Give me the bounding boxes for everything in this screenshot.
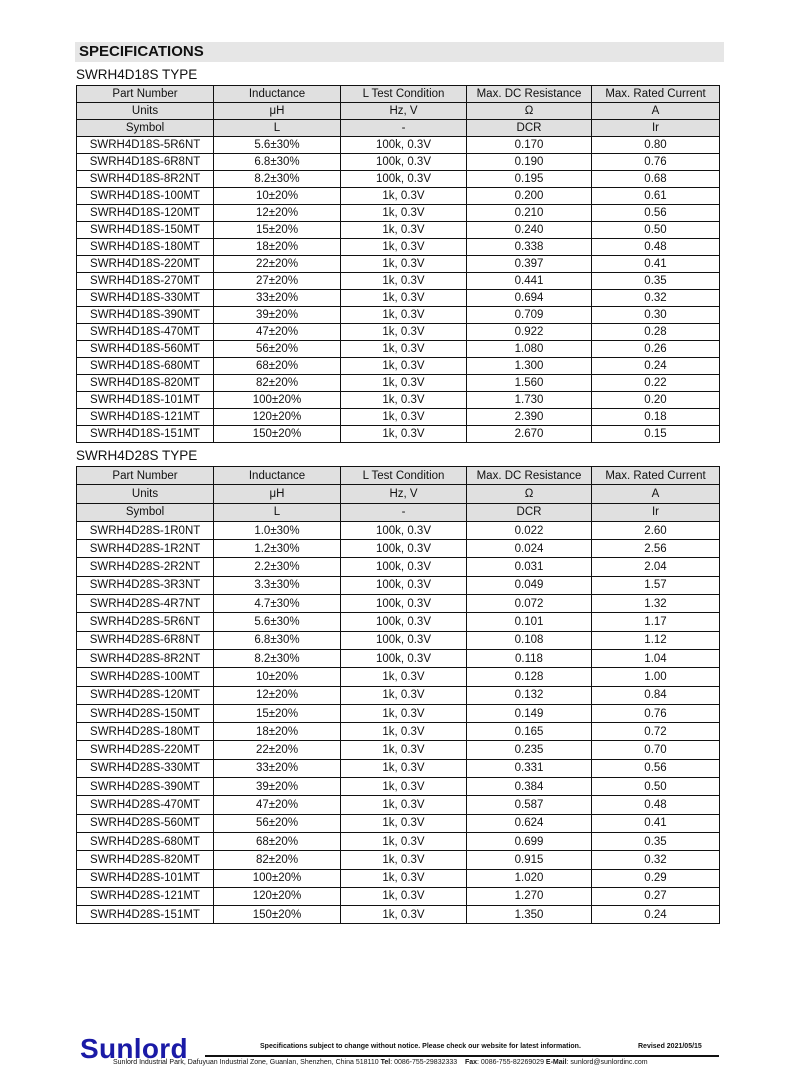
table-cell: 0.118 <box>467 649 592 667</box>
table-cell: L <box>214 120 341 137</box>
table-cell: 1.0±30% <box>214 521 341 539</box>
table-cell: 0.48 <box>592 796 720 814</box>
table-cell: 6.8±30% <box>214 631 341 649</box>
table-cell: 0.80 <box>592 137 720 154</box>
table-row <box>77 649 720 667</box>
table-cell: 0.61 <box>592 188 720 205</box>
table-cell: 0.694 <box>467 290 592 307</box>
table-cell: 1.300 <box>467 358 592 375</box>
footer-fax-label: Fax <box>464 1059 478 1066</box>
table-cell: SWRH4D18S-220MT <box>77 256 214 273</box>
table-cell: 1k, 0.3V <box>341 273 467 290</box>
table-cell: 1k, 0.3V <box>341 887 467 905</box>
table-cell: 1k, 0.3V <box>341 796 467 814</box>
table-cell: DCR <box>467 120 592 137</box>
table-cell: 1.350 <box>467 906 592 924</box>
table-cell: SWRH4D28S-220MT <box>77 741 214 759</box>
table-cell: SWRH4D28S-680MT <box>77 832 214 850</box>
table-cell: 68±20% <box>214 832 341 850</box>
table-cell: 1k, 0.3V <box>341 906 467 924</box>
table-cell: SWRH4D28S-560MT <box>77 814 214 832</box>
table-cell: Max. Rated Current <box>592 467 720 485</box>
table-cell: L <box>214 503 341 521</box>
page-title: SPECIFICATIONS <box>79 43 204 60</box>
table-cell: SWRH4D28S-151MT <box>77 906 214 924</box>
table-cell: SWRH4D18S-470MT <box>77 324 214 341</box>
table-row <box>77 154 720 171</box>
footer-notice: Specifications subject to change without notice. Please check our website for latest information. <box>260 1043 581 1050</box>
table-cell: 0.587 <box>467 796 592 814</box>
table-cell: 56±20% <box>214 814 341 832</box>
table-cell: 0.22 <box>592 375 720 392</box>
table-cell: 0.41 <box>592 814 720 832</box>
table-cell: 0.76 <box>592 154 720 171</box>
table-cell: 0.022 <box>467 521 592 539</box>
table-cell: 1.020 <box>467 869 592 887</box>
table-cell: 0.072 <box>467 595 592 613</box>
table-cell: 1.270 <box>467 887 592 905</box>
table-cell: SWRH4D18S-560MT <box>77 341 214 358</box>
table-cell: 18±20% <box>214 239 341 256</box>
table-cell: 100k, 0.3V <box>341 613 467 631</box>
table-cell: 1k, 0.3V <box>341 375 467 392</box>
table-cell: Symbol <box>77 503 214 521</box>
table-cell: 0.15 <box>592 426 720 443</box>
table-row <box>77 341 720 358</box>
table-cell: L Test Condition <box>341 467 467 485</box>
table-cell: 15±20% <box>214 222 341 239</box>
table-units-row <box>77 485 720 503</box>
table-cell: 100k, 0.3V <box>341 171 467 188</box>
table-cell: SWRH4D28S-1R2NT <box>77 540 214 558</box>
table-cell: SWRH4D28S-180MT <box>77 723 214 741</box>
table-cell: Max. Rated Current <box>592 86 720 103</box>
table-cell: SWRH4D18S-8R2NT <box>77 171 214 188</box>
table-cell: 1.12 <box>592 631 720 649</box>
table-cell: 150±20% <box>214 906 341 924</box>
table-cell: SWRH4D28S-8R2NT <box>77 649 214 667</box>
table-row <box>77 796 720 814</box>
table-row <box>77 906 720 924</box>
table-cell: 0.76 <box>592 704 720 722</box>
table-cell: 0.48 <box>592 239 720 256</box>
table-cell: SWRH4D18S-151MT <box>77 426 214 443</box>
table-cell: 82±20% <box>214 375 341 392</box>
footer-revised-date: Revised 2021/05/15 <box>638 1043 702 1050</box>
table-cell: 33±20% <box>214 290 341 307</box>
table-cell: 0.32 <box>592 851 720 869</box>
table-cell: SWRH4D28S-1R0NT <box>77 521 214 539</box>
table-cell: 33±20% <box>214 759 341 777</box>
table-cell: 1k, 0.3V <box>341 426 467 443</box>
table-cell: 0.049 <box>467 576 592 594</box>
table-cell: 0.56 <box>592 759 720 777</box>
table-cell: 1k, 0.3V <box>341 341 467 358</box>
table-cell: 8.2±30% <box>214 171 341 188</box>
table-cell: SWRH4D28S-470MT <box>77 796 214 814</box>
table-cell: 0.35 <box>592 832 720 850</box>
table-cell: 10±20% <box>214 188 341 205</box>
table-cell: 1k, 0.3V <box>341 723 467 741</box>
table-cell: 2.56 <box>592 540 720 558</box>
table-cell: 0.72 <box>592 723 720 741</box>
table-cell: 2.04 <box>592 558 720 576</box>
table-cell: 5.6±30% <box>214 613 341 631</box>
table-cell: 0.20 <box>592 392 720 409</box>
table-cell: 47±20% <box>214 324 341 341</box>
table-cell: 100k, 0.3V <box>341 558 467 576</box>
table-cell: Inductance <box>214 467 341 485</box>
table-cell: 1k, 0.3V <box>341 778 467 796</box>
table-cell: 1k, 0.3V <box>341 188 467 205</box>
table-cell: 120±20% <box>214 409 341 426</box>
sunlord-logo: Sunlord <box>80 1033 188 1064</box>
table-cell: 0.031 <box>467 558 592 576</box>
table-title-swrh4d18s: SWRH4D18S TYPE <box>76 67 198 82</box>
table-cell: 1k, 0.3V <box>341 256 467 273</box>
table-cell: 0.149 <box>467 704 592 722</box>
spec-table-swrh4d18s <box>76 85 720 443</box>
table-cell: 0.235 <box>467 741 592 759</box>
table-cell: 1k, 0.3V <box>341 851 467 869</box>
table-cell: SWRH4D28S-101MT <box>77 869 214 887</box>
table-cell: 12±20% <box>214 205 341 222</box>
table-cell: 100k, 0.3V <box>341 137 467 154</box>
table-cell: 0.024 <box>467 540 592 558</box>
table-row <box>77 869 720 887</box>
table-cell: - <box>341 503 467 521</box>
footer-address-line <box>113 1059 648 1066</box>
table-cell: 100k, 0.3V <box>341 595 467 613</box>
table-cell: 1k, 0.3V <box>341 686 467 704</box>
table-cell: 0.240 <box>467 222 592 239</box>
table-cell: SWRH4D18S-121MT <box>77 409 214 426</box>
table-cell: 0.338 <box>467 239 592 256</box>
table-cell: 39±20% <box>214 778 341 796</box>
table-cell: A <box>592 485 720 503</box>
table-cell: 0.165 <box>467 723 592 741</box>
table-row <box>77 741 720 759</box>
table-row <box>77 595 720 613</box>
table-row <box>77 137 720 154</box>
table-cell: 1.04 <box>592 649 720 667</box>
table-cell: 100k, 0.3V <box>341 154 467 171</box>
table-row <box>77 324 720 341</box>
table-cell: 0.190 <box>467 154 592 171</box>
table-cell: 1.17 <box>592 613 720 631</box>
table-cell: 0.210 <box>467 205 592 222</box>
table-symbol-row <box>77 503 720 521</box>
footer-fax: : 0086-755-82269029 <box>477 1059 544 1066</box>
table-row <box>77 723 720 741</box>
table-cell: 0.30 <box>592 307 720 324</box>
table-cell: 2.670 <box>467 426 592 443</box>
table-cell: SWRH4D28S-4R7NT <box>77 595 214 613</box>
table-cell: SWRH4D18S-101MT <box>77 392 214 409</box>
table-cell: 0.132 <box>467 686 592 704</box>
table-row <box>77 358 720 375</box>
table-cell: 1.730 <box>467 392 592 409</box>
table-cell: 1k, 0.3V <box>341 324 467 341</box>
table-row <box>77 814 720 832</box>
table-cell: SWRH4D28S-100MT <box>77 668 214 686</box>
table-cell: SWRH4D18S-180MT <box>77 239 214 256</box>
table-cell: SWRH4D18S-5R6NT <box>77 137 214 154</box>
table-cell: - <box>341 120 467 137</box>
table-cell: 100k, 0.3V <box>341 631 467 649</box>
table-cell: SWRH4D28S-330MT <box>77 759 214 777</box>
table-cell: 0.32 <box>592 290 720 307</box>
table-cell: 0.915 <box>467 851 592 869</box>
table-row <box>77 222 720 239</box>
footer-email: : sunlord@sunlordinc.com <box>566 1059 648 1066</box>
table-row <box>77 239 720 256</box>
table-cell: 1k, 0.3V <box>341 704 467 722</box>
table-cell: SWRH4D18S-120MT <box>77 205 214 222</box>
table-cell: 0.84 <box>592 686 720 704</box>
table-row <box>77 540 720 558</box>
table-cell: 100k, 0.3V <box>341 540 467 558</box>
table-cell: 0.101 <box>467 613 592 631</box>
table-cell: μH <box>214 103 341 120</box>
table-cell: Units <box>77 103 214 120</box>
table-cell: SWRH4D18S-100MT <box>77 188 214 205</box>
table-cell: 1k, 0.3V <box>341 668 467 686</box>
table-cell: SWRH4D28S-820MT <box>77 851 214 869</box>
table-cell: 1.32 <box>592 595 720 613</box>
table-cell: 1k, 0.3V <box>341 358 467 375</box>
table-cell: Symbol <box>77 120 214 137</box>
table-cell: 27±20% <box>214 273 341 290</box>
table-cell: 100±20% <box>214 869 341 887</box>
spec-table-swrh4d28s <box>76 466 720 924</box>
table-row <box>77 256 720 273</box>
table-cell: 0.27 <box>592 887 720 905</box>
table-header-row <box>77 86 720 103</box>
table-cell: Hz, V <box>341 103 467 120</box>
table-cell: Max. DC Resistance <box>467 86 592 103</box>
table-cell: 8.2±30% <box>214 649 341 667</box>
table-cell: 1k, 0.3V <box>341 832 467 850</box>
table-cell: Part Number <box>77 467 214 485</box>
table-cell: 120±20% <box>214 887 341 905</box>
table-cell: 1k, 0.3V <box>341 814 467 832</box>
table-cell: SWRH4D18S-6R8NT <box>77 154 214 171</box>
table-row <box>77 576 720 594</box>
footer-divider <box>205 1055 719 1057</box>
table-cell: DCR <box>467 503 592 521</box>
table-row <box>77 521 720 539</box>
table-cell: 1.080 <box>467 341 592 358</box>
table-row <box>77 375 720 392</box>
table-symbol-row <box>77 120 720 137</box>
table-row <box>77 613 720 631</box>
table-cell: 0.70 <box>592 741 720 759</box>
table-cell: Max. DC Resistance <box>467 467 592 485</box>
table-cell: 1k, 0.3V <box>341 392 467 409</box>
table-cell: Units <box>77 485 214 503</box>
table-cell: 1.57 <box>592 576 720 594</box>
table-cell: 3.3±30% <box>214 576 341 594</box>
table-cell: SWRH4D28S-121MT <box>77 887 214 905</box>
table-cell: 1.2±30% <box>214 540 341 558</box>
table-cell: A <box>592 103 720 120</box>
table-cell: 0.384 <box>467 778 592 796</box>
table-row <box>77 307 720 324</box>
table-cell: 0.624 <box>467 814 592 832</box>
table-cell: 2.390 <box>467 409 592 426</box>
table-row <box>77 686 720 704</box>
table-cell: 150±20% <box>214 426 341 443</box>
table-cell: SWRH4D18S-680MT <box>77 358 214 375</box>
table-cell: 1k, 0.3V <box>341 290 467 307</box>
table-row <box>77 409 720 426</box>
table-title-swrh4d28s: SWRH4D28S TYPE <box>76 448 198 463</box>
table-cell: 0.128 <box>467 668 592 686</box>
table-cell: 100±20% <box>214 392 341 409</box>
table-cell: 18±20% <box>214 723 341 741</box>
table-cell: 100k, 0.3V <box>341 576 467 594</box>
table-cell: SWRH4D18S-270MT <box>77 273 214 290</box>
table-cell: 15±20% <box>214 704 341 722</box>
table-cell: Ir <box>592 120 720 137</box>
table-cell: 1k, 0.3V <box>341 409 467 426</box>
table-row <box>77 392 720 409</box>
table-cell: 0.26 <box>592 341 720 358</box>
specifications-header-bar <box>75 42 724 62</box>
table-cell: SWRH4D18S-390MT <box>77 307 214 324</box>
table-cell: Inductance <box>214 86 341 103</box>
table-cell: SWRH4D28S-150MT <box>77 704 214 722</box>
table-cell: SWRH4D18S-330MT <box>77 290 214 307</box>
footer-tel-label: Tel <box>380 1059 391 1066</box>
table-row <box>77 426 720 443</box>
table-cell: 56±20% <box>214 341 341 358</box>
table-cell: SWRH4D28S-2R2NT <box>77 558 214 576</box>
table-cell: 0.195 <box>467 171 592 188</box>
table-cell: SWRH4D28S-6R8NT <box>77 631 214 649</box>
table-cell: 82±20% <box>214 851 341 869</box>
table-cell: 47±20% <box>214 796 341 814</box>
table-cell: μH <box>214 485 341 503</box>
table-row <box>77 778 720 796</box>
table-cell: SWRH4D18S-820MT <box>77 375 214 392</box>
table-cell: SWRH4D18S-150MT <box>77 222 214 239</box>
table-cell: 0.50 <box>592 778 720 796</box>
table-cell: 0.29 <box>592 869 720 887</box>
table-cell: 0.18 <box>592 409 720 426</box>
table-cell: 39±20% <box>214 307 341 324</box>
table-cell: 0.41 <box>592 256 720 273</box>
table-row <box>77 631 720 649</box>
footer-address: Sunlord Industrial Park, Dafuyuan Industrial Zone, Guanlan, Shenzhen, China 518110 <box>113 1059 379 1066</box>
table-cell: 0.108 <box>467 631 592 649</box>
table-cell: 0.170 <box>467 137 592 154</box>
table-row <box>77 668 720 686</box>
table-row <box>77 290 720 307</box>
table-cell: 0.56 <box>592 205 720 222</box>
table-cell: 100k, 0.3V <box>341 521 467 539</box>
table-row <box>77 759 720 777</box>
table-cell: SWRH4D28S-120MT <box>77 686 214 704</box>
table-cell: Ω <box>467 485 592 503</box>
table-cell: 0.397 <box>467 256 592 273</box>
table-row <box>77 188 720 205</box>
table-cell: 5.6±30% <box>214 137 341 154</box>
table-cell: 68±20% <box>214 358 341 375</box>
footer-tel: : 0086-755-29832333 <box>390 1059 458 1066</box>
table-cell: 0.331 <box>467 759 592 777</box>
table-cell: 2.2±30% <box>214 558 341 576</box>
table-cell: Part Number <box>77 86 214 103</box>
table-cell: 1k, 0.3V <box>341 869 467 887</box>
table-cell: 1k, 0.3V <box>341 205 467 222</box>
table-cell: 6.8±30% <box>214 154 341 171</box>
table-units-row <box>77 103 720 120</box>
table-cell: 0.200 <box>467 188 592 205</box>
table-cell: Ω <box>467 103 592 120</box>
table-cell: SWRH4D28S-390MT <box>77 778 214 796</box>
table-cell: Ir <box>592 503 720 521</box>
table-cell: 0.24 <box>592 358 720 375</box>
table-cell: 10±20% <box>214 668 341 686</box>
table-cell: 0.709 <box>467 307 592 324</box>
table-row <box>77 887 720 905</box>
footer-email-label: E-Mail <box>545 1059 567 1066</box>
table-cell: 0.922 <box>467 324 592 341</box>
table-cell: 4.7±30% <box>214 595 341 613</box>
table-cell: Hz, V <box>341 485 467 503</box>
table-cell: 1k, 0.3V <box>341 741 467 759</box>
table-row <box>77 704 720 722</box>
table-cell: 0.50 <box>592 222 720 239</box>
table-cell: 0.441 <box>467 273 592 290</box>
table-cell: 1.560 <box>467 375 592 392</box>
table-cell: 1k, 0.3V <box>341 759 467 777</box>
table-cell: 0.24 <box>592 906 720 924</box>
table-header-row <box>77 467 720 485</box>
table-cell: 1k, 0.3V <box>341 222 467 239</box>
table-row <box>77 832 720 850</box>
table-row <box>77 171 720 188</box>
table-cell: L Test Condition <box>341 86 467 103</box>
table-cell: 1k, 0.3V <box>341 307 467 324</box>
table-cell: 100k, 0.3V <box>341 649 467 667</box>
table-cell: 0.68 <box>592 171 720 188</box>
table-row <box>77 205 720 222</box>
table-cell: 1.00 <box>592 668 720 686</box>
table-cell: SWRH4D28S-3R3NT <box>77 576 214 594</box>
table-cell: 12±20% <box>214 686 341 704</box>
table-cell: 0.35 <box>592 273 720 290</box>
table-cell: 22±20% <box>214 741 341 759</box>
table-cell: SWRH4D28S-5R6NT <box>77 613 214 631</box>
table-row <box>77 273 720 290</box>
table-row <box>77 558 720 576</box>
table-row <box>77 851 720 869</box>
table-cell: 22±20% <box>214 256 341 273</box>
table-cell: 2.60 <box>592 521 720 539</box>
table-cell: 0.699 <box>467 832 592 850</box>
table-cell: 0.28 <box>592 324 720 341</box>
table-cell: 1k, 0.3V <box>341 239 467 256</box>
